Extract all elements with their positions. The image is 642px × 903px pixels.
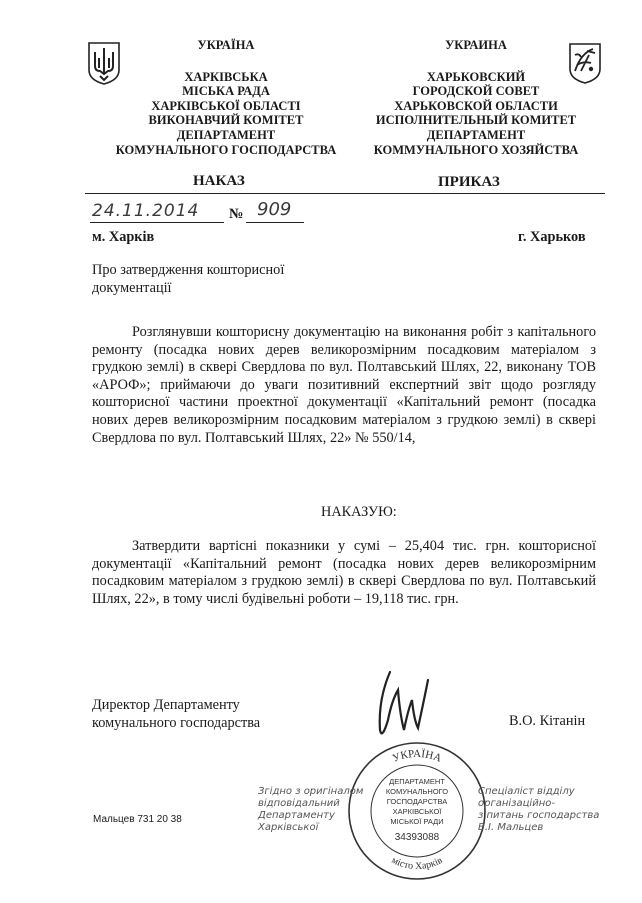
stamp-bottom-text: місто Харків — [389, 854, 445, 873]
preamble-text: Розглянувши кошторисну документацію на виконання робіт з капітального ремонту (посадка нових дерев великорозмірним посадковим матеріалом з грудкою землі) в сквері Свердлова по вул. Полтавський Шлях, 22, виконану ТОВ «АРОФ»; приймаючи до уваги позитивний експертний звіт щодо розгляду кошторисної частини проектної документації «Капітальний ремонт (посадка нових дерев великорозмірним посадковим матеріалом з грудкою землі) в сквері Свердлова по вул. Полтавський Шлях, 22» № 550/14, — [92, 324, 596, 446]
stamp-line: КОМУНАЛЬНОГО — [385, 787, 449, 796]
signatory-title-line: комунального господарства — [92, 714, 261, 731]
note-line: організаційно- — [478, 798, 555, 809]
header-left-line: ВИКОНАВЧИЙ КОМІТЕТ — [148, 113, 304, 128]
number-sign: № — [229, 206, 244, 222]
stamp-line: ДЕПАРТАМЕНТ — [389, 777, 445, 786]
signatory-title-line: Директор Департаменту — [92, 697, 240, 713]
header-right-line: ДЕПАРТАМЕНТ — [426, 127, 526, 142]
note-line: Спеціаліст відділу — [478, 786, 575, 797]
note-line: з питань господарства — [478, 810, 600, 821]
header-right — [360, 38, 592, 157]
stamp-code: 34393088 — [394, 832, 440, 843]
order-date: 24.11.2014 — [92, 201, 200, 221]
order-word: НАКАЗУЮ: — [321, 504, 397, 520]
stamp-line: ГОСПОДАРСТВА — [386, 797, 448, 806]
header-right-line: ХАРЬКОВСКОЙ ОБЛАСТИ — [394, 98, 558, 113]
subject — [92, 262, 284, 297]
signatory-name: В.О. Кітанін — [509, 713, 586, 729]
header-left-line: ХАРКІВСЬКА — [184, 69, 268, 84]
header-left-line: МІСЬКА РАДА — [182, 84, 270, 99]
header-right-line: ХАРЬКОВСКИЙ — [426, 69, 526, 84]
director-signature — [368, 660, 448, 750]
subject-line: документації — [92, 279, 172, 296]
directive — [92, 538, 596, 608]
date-underline — [90, 222, 224, 223]
header-left-line: ХАРКІВСЬКОЇ ОБЛАСТІ — [151, 98, 301, 113]
note-line: В.І. Мальцев — [478, 822, 544, 833]
note-line: Департаменту — [258, 810, 335, 821]
country-ua: УКРАЇНА — [197, 38, 255, 52]
header-left-line: КОМУНАЛЬНОГО ГОСПОДАРСТВА — [115, 142, 337, 157]
header-left — [104, 38, 348, 157]
certification-note-right — [478, 786, 599, 834]
country-ru: УКРАИНА — [445, 38, 507, 52]
header-divider — [85, 193, 605, 194]
stamp-top-text: УКРАЇНА — [390, 747, 444, 765]
preamble — [92, 324, 596, 447]
stamp-line: ХАРКІВСЬКОЇ — [392, 807, 442, 816]
subject-line: Про затвердження кошторисної — [92, 262, 285, 278]
directive-text: Затвердити вартісні показники у сумі – 25,404 тис. грн. кошторисної документації «Капітальний ремонт (посадка нових дерев великорозмірним посадковим матеріалом з грудкою землі) в сквері Свердлова по вул. Полтавський Шлях, 22», в тому числі будівельні роботи – 19,118 тис. грн. — [92, 538, 596, 607]
header-left-line: ДЕПАРТАМЕНТ — [176, 127, 276, 142]
doc-type-ua: НАКАЗ — [193, 173, 245, 189]
city-ua: м. Харків — [92, 229, 155, 245]
note-line: Згідно з оригіналом — [258, 786, 364, 797]
stamp-line: МІСЬКОЇ РАДИ — [390, 817, 444, 826]
official-stamp — [346, 740, 488, 882]
number-underline — [246, 222, 304, 223]
executor-note: Мальцев 731 20 38 — [93, 814, 182, 825]
header-right-line: КОММУНАЛЬНОГО ХОЗЯЙСТВА — [373, 142, 579, 157]
signatory-title — [92, 697, 260, 732]
header-right-line: ГОРОДСКОЙ СОВЕТ — [412, 84, 540, 99]
order-number: 909 — [257, 199, 292, 220]
city-ru: г. Харьков — [518, 229, 586, 245]
certification-note-left — [258, 786, 363, 834]
note-line: Харківської — [258, 822, 319, 833]
header-right-line: ИСПОЛНИТЕЛЬНЫЙ КОМИТЕТ — [375, 113, 577, 128]
note-line: відповідальний — [258, 798, 340, 809]
doc-type-ru: ПРИКАЗ — [438, 174, 500, 190]
